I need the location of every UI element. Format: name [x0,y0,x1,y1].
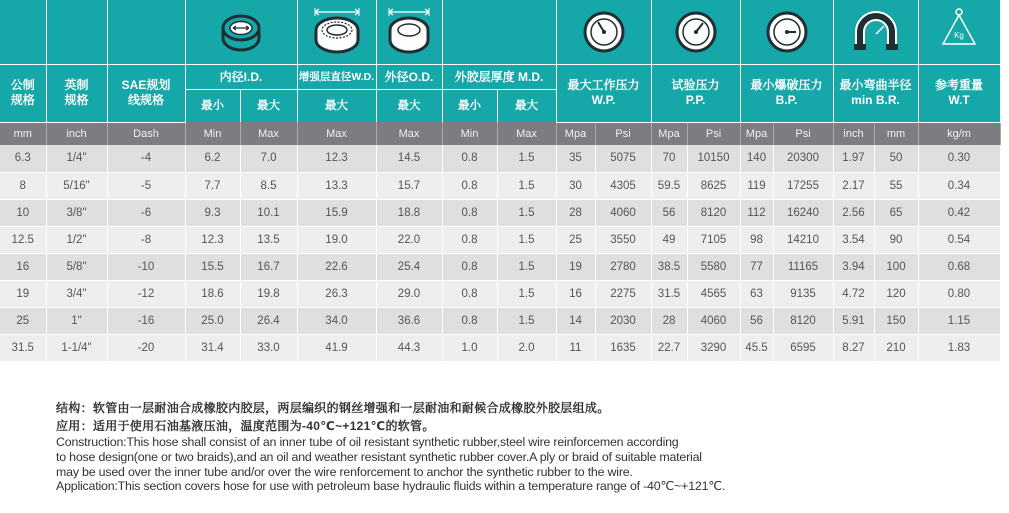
table-cell: 1.83 [918,334,1000,361]
table-cell: 0.80 [918,280,1000,307]
table-cell: 16240 [773,199,833,226]
table-row [0,199,1000,226]
table-cell: 7105 [687,226,740,253]
table-cell: 28 [556,199,595,226]
header-md-group: 外胶层厚度 M.D. [442,64,556,89]
table-cell: 11165 [773,253,833,280]
unit-cell: Dash [107,122,185,145]
inner-diameter-icon [213,10,269,54]
table-cell: 1/4" [46,145,107,172]
notes-section [56,399,996,494]
table-cell: 16 [556,280,595,307]
table-cell: 14210 [773,226,833,253]
id-icon-cell [185,0,297,64]
table-cell: 10150 [687,145,740,172]
table-cell: 12.5 [0,226,46,253]
table-cell: 22.0 [376,226,442,253]
unit-cell: Max [240,122,297,145]
table-cell: 19 [556,253,595,280]
application-note-en: Application:This section covers hose for use with petroleum base hydraulic fluids within a temperature range of -40℃~+121℃. [56,479,726,494]
header-id-group: 内径I.D. [185,64,297,89]
unit-cell: Mpa [651,122,687,145]
table-cell: -6 [107,199,185,226]
table-cell: 5/16" [46,172,107,199]
table-cell: 9135 [773,280,833,307]
table-cell: 120 [874,280,918,307]
wd-icon-cell [297,0,376,64]
table-cell: 18.6 [185,280,240,307]
unit-cell: inch [833,122,874,145]
table-row [0,280,1000,307]
header-burst-pressure: 最小爆破压力 B.P. [740,64,833,122]
icon-row [0,0,1000,64]
table-cell: 17255 [773,172,833,199]
header-bend-radius: 最小弯曲半径 min B.R. [833,64,918,122]
table-cell: 5580 [687,253,740,280]
table-cell: 1/2" [46,226,107,253]
header-wd-group: 增强层直径W.D. [297,64,376,89]
table-cell: 25.0 [185,307,240,334]
table-cell: -10 [107,253,185,280]
table-cell: 0.34 [918,172,1000,199]
table-cell: 8.27 [833,334,874,361]
table-cell: 31.5 [0,334,46,361]
table-cell: 0.8 [442,253,497,280]
table-row [0,172,1000,199]
table-cell: 210 [874,334,918,361]
table-cell: -20 [107,334,185,361]
unit-cell: Mpa [740,122,773,145]
header-id-min: 最小 [185,89,240,122]
table-cell: -16 [107,307,185,334]
br-icon-cell [833,0,918,64]
group-header-row [0,64,1000,89]
table-cell: 7.0 [240,145,297,172]
bp-icon-cell [740,0,833,64]
test-pressure-gauge-icon [674,10,718,54]
table-cell: 3550 [595,226,651,253]
table-cell: 70 [651,145,687,172]
table-cell: 15.5 [185,253,240,280]
unit-cell: Max [376,122,442,145]
table-cell: 36.6 [376,307,442,334]
table-cell: 30 [556,172,595,199]
table-cell: 2.56 [833,199,874,226]
table-cell: 29.0 [376,280,442,307]
table-cell: 98 [740,226,773,253]
table-cell: 0.8 [442,307,497,334]
table-cell: 0.8 [442,172,497,199]
table-cell: 6595 [773,334,833,361]
table-cell: 2.17 [833,172,874,199]
table-cell: 6.3 [0,145,46,172]
table-cell: 26.3 [297,280,376,307]
table-cell: 77 [740,253,773,280]
table-cell: 1.15 [918,307,1000,334]
table-row [0,334,1000,361]
unit-cell: Max [297,122,376,145]
table-cell: 12.3 [185,226,240,253]
table-cell: 26.4 [240,307,297,334]
table-cell: 1.5 [497,307,556,334]
table-cell: 1635 [595,334,651,361]
table-cell: 56 [651,199,687,226]
table-cell: 0.8 [442,145,497,172]
table-cell: -4 [107,145,185,172]
table-cell: 112 [740,199,773,226]
table-cell: 1.0 [442,334,497,361]
pressure-gauge-icon [582,10,626,54]
outer-diameter-icon [382,6,436,58]
table-cell: 5.91 [833,307,874,334]
unit-cell: mm [874,122,918,145]
table-cell: 5/8" [46,253,107,280]
table-cell: 2.0 [497,334,556,361]
table-cell: 8120 [773,307,833,334]
table-cell: 18.8 [376,199,442,226]
burst-pressure-gauge-icon [765,10,809,54]
table-cell: 4565 [687,280,740,307]
table-cell: 20300 [773,145,833,172]
table-row [0,253,1000,280]
table-cell: 6.2 [185,145,240,172]
application-note-cn: 应用：适用于使用石油基液压油，温度范围为-40℃~+121℃的软管。 [56,419,435,433]
units-row [0,122,1000,145]
table-cell: 2275 [595,280,651,307]
table-cell: 44.3 [376,334,442,361]
table-cell: 90 [874,226,918,253]
header-id-max: 最大 [240,89,297,122]
table-cell: 3/4" [46,280,107,307]
table-cell: 25 [556,226,595,253]
table-cell: 15.9 [297,199,376,226]
table-cell: 13.5 [240,226,297,253]
table-cell: 19.0 [297,226,376,253]
table-cell: 5075 [595,145,651,172]
table-cell: 4.72 [833,280,874,307]
table-cell: 8.5 [240,172,297,199]
blank-cell [442,0,556,64]
table-cell: 4305 [595,172,651,199]
table-cell: 0.54 [918,226,1000,253]
table-cell: 22.7 [651,334,687,361]
table-cell: 1.5 [497,172,556,199]
unit-cell: kg/m [918,122,1000,145]
table-cell: 2030 [595,307,651,334]
table-cell: 50 [874,145,918,172]
weight-icon [939,6,979,58]
table-cell: 14 [556,307,595,334]
table-cell: 14.5 [376,145,442,172]
table-cell: 16.7 [240,253,297,280]
table-cell: 12.3 [297,145,376,172]
table-cell: 2780 [595,253,651,280]
table-cell: 0.8 [442,280,497,307]
wt-icon-cell [918,0,1000,64]
construction-note-cn: 结构：软管由一层耐油合成橡胶内胶层，两层编织的钢丝增强和一层耐油和耐候合成橡胶外胶层组成。 [56,401,610,415]
table-cell: 31.5 [651,280,687,307]
table-cell: 10.1 [240,199,297,226]
table-cell: 3.54 [833,226,874,253]
table-cell: 4060 [687,307,740,334]
table-cell: 45.5 [740,334,773,361]
table-cell: 0.42 [918,199,1000,226]
header-od-max: 最大 [376,89,442,122]
table-cell: 25.4 [376,253,442,280]
wp-icon-cell [556,0,651,64]
unit-cell: Min [185,122,240,145]
table-cell: 19.8 [240,280,297,307]
header-inch-size: 英制 规格 [46,64,107,122]
table-row [0,145,1000,172]
table-cell: 1.5 [497,199,556,226]
blank-cell [107,0,185,64]
blank-cell [0,0,46,64]
table-cell: 1-1/4" [46,334,107,361]
table-cell: 0.8 [442,226,497,253]
table-cell: 28 [651,307,687,334]
table-cell: 63 [740,280,773,307]
header-test-pressure: 试验压力 P.P. [651,64,740,122]
table-cell: 1" [46,307,107,334]
table-row [0,226,1000,253]
table-cell: 31.4 [185,334,240,361]
table-cell: 8625 [687,172,740,199]
table-cell: 100 [874,253,918,280]
header-working-pressure: 最大工作压力 W.P. [556,64,651,122]
od-icon-cell [376,0,442,64]
construction-note-en-line: may be used over the inner tube and/or over the wire renforcement to anchor the synthetic rubber to the wire. [56,464,633,479]
unit-cell: Min [442,122,497,145]
table-cell: 35 [556,145,595,172]
header-md-min: 最小 [442,89,497,122]
table-cell: 7.7 [185,172,240,199]
unit-cell: mm [0,122,46,145]
table-cell: 3290 [687,334,740,361]
table-cell: 0.68 [918,253,1000,280]
bend-radius-icon [848,10,904,54]
unit-cell: Psi [687,122,740,145]
table-cell: 49 [651,226,687,253]
table-cell: -12 [107,280,185,307]
table-cell: -5 [107,172,185,199]
header-weight: 参考重量 W.T [918,64,1000,122]
table-cell: 1.5 [497,253,556,280]
unit-cell: Psi [595,122,651,145]
table-cell: 1.5 [497,226,556,253]
construction-note-en-line: to hose design(one or two braids),and an oil and weather resistant synthetic rubber cover.A ply or braid of suitable material [56,449,702,464]
table-cell: 4060 [595,199,651,226]
table-cell: 0.8 [442,199,497,226]
table-cell: 25 [0,307,46,334]
table-cell: 8120 [687,199,740,226]
table-cell: 8 [0,172,46,199]
table-cell: 9.3 [185,199,240,226]
table-cell: 33.0 [240,334,297,361]
table-cell: 150 [874,307,918,334]
reinforcement-diameter-icon [307,6,367,58]
pp-icon-cell [651,0,740,64]
table-cell: 65 [874,199,918,226]
unit-cell: Psi [773,122,833,145]
table-cell: 19 [0,280,46,307]
header-nominal-size: 公制 规格 [0,64,46,122]
table-cell: 140 [740,145,773,172]
table-cell: 10 [0,199,46,226]
header-wd-max: 最大 [297,89,376,122]
table-cell: 34.0 [297,307,376,334]
table-cell: 38.5 [651,253,687,280]
data-body [0,145,1000,361]
table-row [0,307,1000,334]
table-cell: 22.6 [297,253,376,280]
table-cell: 1.97 [833,145,874,172]
table-cell: -8 [107,226,185,253]
table-cell: 59.5 [651,172,687,199]
table-cell: 56 [740,307,773,334]
header-sae-dash: SAE规划 线规格 [107,64,185,122]
blank-cell [46,0,107,64]
table-cell: 13.3 [297,172,376,199]
header-md-max: 最大 [497,89,556,122]
table-cell: 0.30 [918,145,1000,172]
table-cell: 3/8" [46,199,107,226]
table-cell: 119 [740,172,773,199]
unit-cell: Mpa [556,122,595,145]
table-cell: 41.9 [297,334,376,361]
header-od-group: 外径O.D. [376,64,442,89]
table-cell: 55 [874,172,918,199]
unit-cell: Max [497,122,556,145]
unit-cell: inch [46,122,107,145]
table-cell: 1.5 [497,145,556,172]
table-cell: 3.94 [833,253,874,280]
table-cell: 11 [556,334,595,361]
construction-note-en-line: Construction:This hose shall consist of an inner tube of oil resistant synthetic rubber,steel wire reinforcemen according [56,435,679,449]
table-cell: 16 [0,253,46,280]
weight-icon-label: Kg [954,30,964,40]
table-cell: 1.5 [497,280,556,307]
table-cell: 15.7 [376,172,442,199]
